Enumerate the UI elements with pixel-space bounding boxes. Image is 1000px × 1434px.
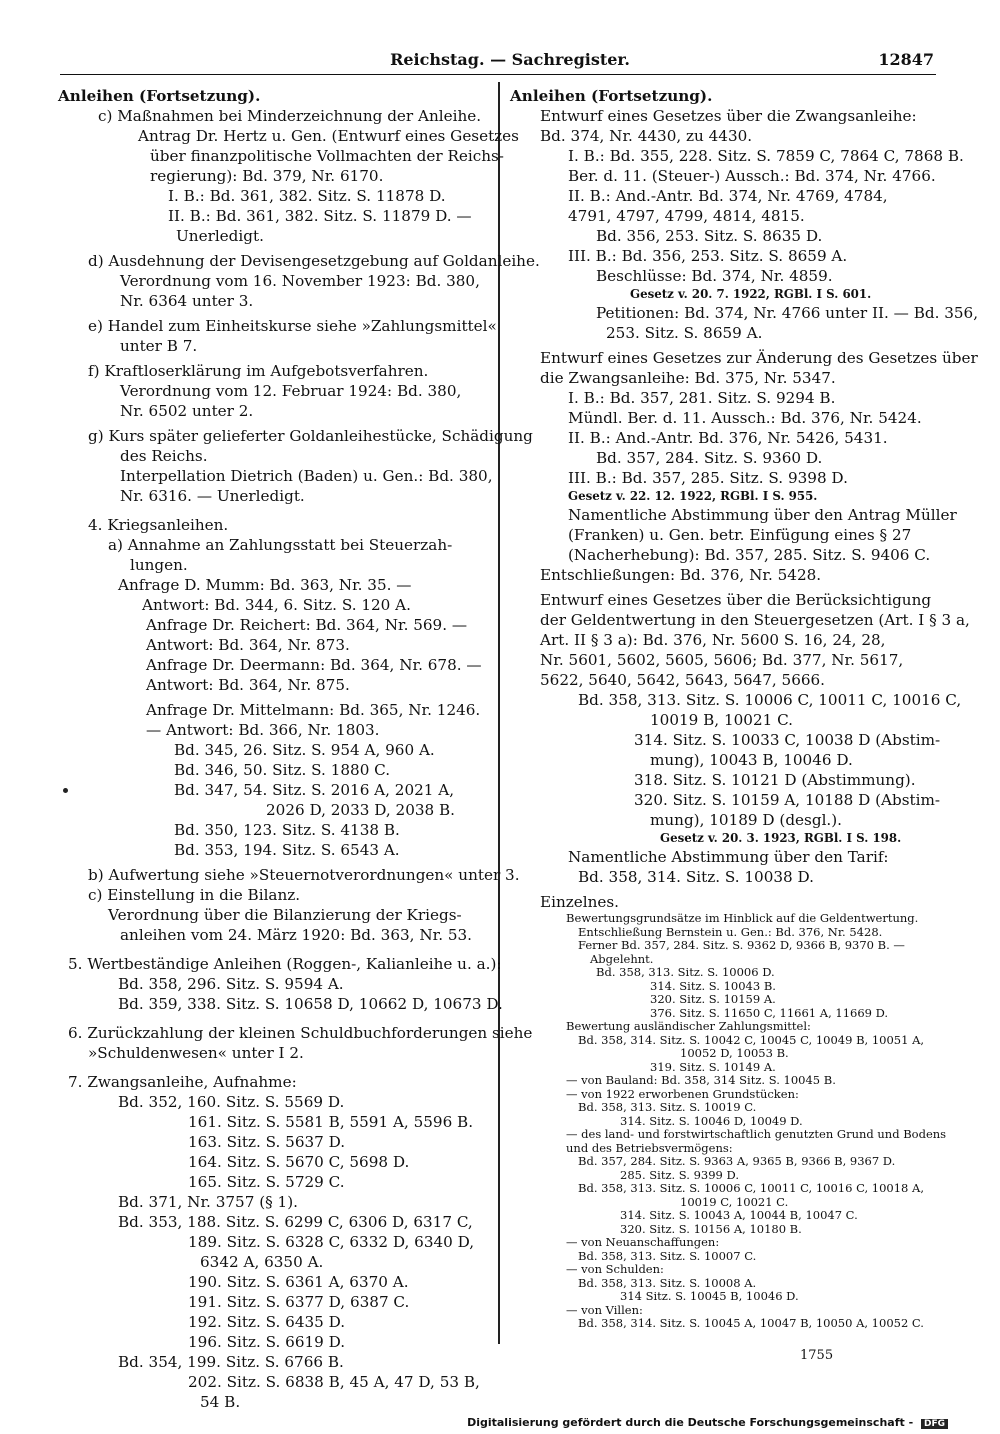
- ink-dot: [63, 788, 68, 793]
- entry-line: 4791, 4797, 4799, 4814, 4815.: [568, 207, 805, 225]
- entry-line: des Reichs.: [120, 447, 208, 465]
- entry-line: mung), 10189 D (desgl.).: [650, 811, 843, 829]
- entry-line: Bd. 371, Nr. 3757 (§ 1).: [118, 1193, 298, 1211]
- entry-line: Antrag Dr. Hertz u. Gen. (Entwurf eines Gesetzes: [138, 127, 519, 145]
- entry-line: — von Bauland: Bd. 358, 314 Sitz. S. 10045 B.: [566, 1073, 836, 1087]
- entry-line: Bd. 358, 314. Sitz. S. 10045 A, 10047 B, 10050 A, 10052 C.: [578, 1316, 924, 1330]
- entry-line: — von Neuanschaffungen:: [566, 1235, 720, 1249]
- entry-line: 5622, 5640, 5642, 5643, 5647, 5666.: [540, 671, 826, 689]
- entry-line: Abgelehnt.: [590, 951, 654, 966]
- entry-line: Entwurf eines Gesetzes zur Änderung des Gesetzes über: [540, 349, 978, 367]
- entry-line: Bd. 358, 313. Sitz. S. 10008 A.: [578, 1275, 757, 1290]
- entry-line: Bd. 358, 313. Sitz. S. 10006 C, 10011 C, 10016 C,: [578, 691, 962, 709]
- entry-line: Bd. 358, 313. Sitz. S. 10006 C, 10011 C, 10016 C, 10018 A,: [578, 1181, 924, 1195]
- entry-line: lungen.: [130, 556, 188, 574]
- entry-line: Anfrage Dr. Mittelmann: Bd. 365, Nr. 1246.: [146, 701, 481, 719]
- entry-line: Bd. 359, 338. Sitz. S. 10658 D, 10662 D, 10673 D.: [118, 995, 503, 1013]
- entry-line: (Nacherhebung): Bd. 357, 285. Sitz. S. 9406 C.: [568, 546, 931, 564]
- entry-line: Antwort: Bd. 364, Nr. 873.: [146, 636, 350, 654]
- entry-line: Bewertungsgrundsätze im Hinblick auf die Geldentwertung.: [566, 911, 919, 925]
- spacer: [58, 1063, 490, 1072]
- entry-line: mung), 10043 B, 10046 D.: [650, 751, 853, 769]
- entry-line: a) Annahme an Zahlungsstatt bei Steuerzah-: [108, 536, 453, 554]
- entry-line: Bd. 358, 313. Sitz. S. 10007 C.: [578, 1248, 757, 1263]
- entry-line: 10019 C, 10021 C.: [680, 1194, 789, 1209]
- entry-line: 6342 A, 6350 A.: [200, 1253, 324, 1271]
- entry-line: c) Maßnahmen bei Minderzeichnung der Anleihe.: [98, 107, 482, 125]
- entry-line: e) Handel zum Einheitskurse siehe »Zahlungsmittel«: [88, 317, 497, 335]
- entry-line: Bd. 356, 253. Sitz. S. 8635 D.: [596, 227, 823, 245]
- entry-line: Bd. 358, 314. Sitz. S. 10042 C, 10045 C, 10049 B, 10051 A,: [578, 1032, 925, 1047]
- entry-line: g) Kurs später gelieferter Goldanleihestücke, Schädigung: [88, 427, 533, 445]
- entry-line: Antwort: Bd. 344, 6. Sitz. S. 120 A.: [142, 596, 411, 614]
- entry-line: 189. Sitz. S. 6328 C, 6332 D, 6340 D,: [188, 1233, 475, 1251]
- entry-line: über finanzpolitische Vollmachten der Reichs-: [150, 147, 504, 165]
- entry-line: Nr. 6364 unter 3.: [120, 292, 254, 310]
- entry-line: Anleihen (Fortsetzung).: [58, 87, 261, 105]
- entry-line: 161. Sitz. S. 5581 B, 5591 A, 5596 B.: [188, 1113, 474, 1131]
- entry-line: und des Betriebsvermögens:: [566, 1140, 733, 1155]
- entry-line: Bd. 358, 314. Sitz. S. 10038 D.: [578, 868, 814, 886]
- entry-line: Entwurf eines Gesetzes über die Berücksichtigung: [540, 591, 932, 609]
- entry-line: Entwurf eines Gesetzes über die Zwangsanleihe:: [540, 107, 917, 125]
- column-divider: [498, 82, 500, 1344]
- entry-line: II. B.: And.-Antr. Bd. 374, Nr. 4769, 4784,: [568, 187, 888, 205]
- header-title: Reichstag. — Sachregister.: [390, 50, 630, 69]
- entry-line: Beschlüsse: Bd. 374, Nr. 4859.: [596, 267, 833, 285]
- entry-line: Petitionen: Bd. 374, Nr. 4766 unter II. — Bd. 356,: [596, 304, 979, 322]
- entry-line: 6. Zurückzahlung der kleinen Schuldbuchforderungen siehe: [68, 1024, 533, 1042]
- entry-line: 319. Sitz. S. 10149 A.: [650, 1059, 776, 1074]
- entry-line: 320. Sitz. S. 10159 A.: [650, 992, 776, 1006]
- entry-line: 196. Sitz. S. 6619 D.: [188, 1333, 346, 1351]
- entry-line: Nr. 6502 unter 2.: [120, 402, 254, 420]
- entry-line: Verordnung über die Bilanzierung der Kriegs-: [108, 906, 462, 924]
- entry-line: Bd. 357, 284. Sitz. S. 9363 A, 9365 B, 9366 B, 9367 D.: [578, 1154, 896, 1168]
- entry-line: Bd. 353, 188. Sitz. S. 6299 C, 6306 D, 6317 C,: [118, 1213, 473, 1231]
- entry-line: — von 1922 erworbenen Grundstücken:: [566, 1086, 799, 1101]
- entry-line: 163. Sitz. S. 5637 D.: [188, 1133, 346, 1151]
- entry-line: Bd. 358, 313. Sitz. S. 10006 D.: [596, 965, 775, 979]
- entry-line: Unerledigt.: [176, 227, 264, 245]
- entry-line: 4. Kriegsanleihen.: [88, 516, 229, 534]
- entry-line: 10052 D, 10053 B.: [680, 1046, 789, 1060]
- entry-line: II. B.: And.-Antr. Bd. 376, Nr. 5426, 5431.: [568, 429, 888, 447]
- entry-line: Verordnung vom 16. November 1923: Bd. 380,: [120, 272, 480, 290]
- header-page-number: 12847: [878, 50, 934, 69]
- entry-line: 7. Zwangsanleihe, Aufnahme:: [68, 1073, 297, 1091]
- entry-line: 314. Sitz. S. 10046 D, 10049 D.: [620, 1113, 803, 1128]
- entry-line: Mündl. Ber. d. 11. Aussch.: Bd. 376, Nr. 5424.: [568, 409, 922, 427]
- entry-line: die Zwangsanleihe: Bd. 375, Nr. 5347.: [540, 369, 836, 387]
- entry-line: II. B.: Bd. 361, 382. Sitz. S. 11879 D. —: [168, 207, 472, 225]
- entry-line: der Geldentwertung in den Steuergesetzen (Art. I § 3 a,: [540, 611, 970, 629]
- entry-line: Verordnung vom 12. Februar 1924: Bd. 380,: [120, 382, 462, 400]
- entry-line: Bd. 358, 313. Sitz. S. 10019 C.: [578, 1100, 757, 1114]
- entry-line: 202. Sitz. S. 6838 B, 45 A, 47 D, 53 B,: [188, 1373, 480, 1391]
- entry-line: 314. Sitz. S. 10043 B.: [650, 978, 776, 993]
- spacer: [58, 945, 490, 954]
- entry-line: — Antwort: Bd. 366, Nr. 1803.: [146, 721, 380, 739]
- entry-line: I. B.: Bd. 361, 382. Sitz. S. 11878 D.: [168, 187, 446, 205]
- entry-line: b) Aufwertung siehe »Steuernotverordnungen« unter 3.: [88, 866, 520, 884]
- entry-line: 164. Sitz. S. 5670 C, 5698 D.: [188, 1153, 410, 1171]
- entry-line: 10019 B, 10021 C.: [650, 711, 794, 729]
- entry-line: 2026 D, 2033 D, 2038 B.: [266, 801, 456, 819]
- entry-line: — von Villen:: [566, 1302, 643, 1317]
- entry-line: 5. Wertbeständige Anleihen (Roggen-, Kalianleihe u. a.):: [68, 955, 502, 973]
- entry-line: III. B.: Bd. 356, 253. Sitz. S. 8659 A.: [568, 247, 848, 265]
- dfg-logo: DFG: [921, 1419, 948, 1429]
- entry-line: 192. Sitz. S. 6435 D.: [188, 1313, 346, 1331]
- entry-line: Anfrage D. Mumm: Bd. 363, Nr. 35. —: [118, 576, 412, 594]
- entry-line: 320. Sitz. S. 10159 A, 10188 D (Abstim-: [634, 791, 940, 809]
- entry-line: Bd. 352, 160. Sitz. S. 5569 D.: [118, 1093, 345, 1111]
- entry-line: 314. Sitz. S. 10033 C, 10038 D (Abstim-: [634, 731, 941, 749]
- entry-line: 54 B.: [200, 1393, 241, 1411]
- entry-line: Bd. 354, 199. Sitz. S. 6766 B.: [118, 1353, 344, 1371]
- entry-line: — von Schulden:: [566, 1262, 664, 1276]
- footer-page-number: 1755: [800, 1348, 834, 1363]
- entry-line: 190. Sitz. S. 6361 A, 6370 A.: [188, 1273, 409, 1291]
- credit-text: Digitalisierung gefördert durch die Deutsche Forschungsgemeinschaft -: [467, 1416, 914, 1429]
- entry-line: III. B.: Bd. 357, 285. Sitz. S. 9398 D.: [568, 469, 848, 487]
- entry-line: 314. Sitz. S. 10043 A, 10044 B, 10047 C.: [620, 1208, 858, 1222]
- entry-line: Gesetz v. 22. 12. 1922, RGBl. I S. 955.: [568, 489, 818, 503]
- entry-line: Nr. 6316. — Unerledigt.: [120, 487, 305, 505]
- entry-line: Anfrage Dr. Deermann: Bd. 364, Nr. 678. —: [146, 656, 482, 674]
- entry-line: Einzelnes.: [540, 893, 619, 911]
- entry-line: regierung): Bd. 379, Nr. 6170.: [150, 167, 384, 185]
- entry-line: Antwort: Bd. 364, Nr. 875.: [146, 676, 350, 694]
- entry-line: 318. Sitz. S. 10121 D (Abstimmung).: [634, 771, 916, 789]
- spacer: [58, 1014, 490, 1023]
- left-column: [58, 86, 540, 1411]
- entry-line: Bewertung ausländischer Zahlungsmittel:: [566, 1019, 811, 1033]
- entry-line: c) Einstellung in die Bilanz.: [88, 886, 301, 904]
- entry-line: 191. Sitz. S. 6377 D, 6387 C.: [188, 1293, 410, 1311]
- entry-line: anleihen vom 24. März 1920: Bd. 363, Nr. 53.: [120, 926, 473, 944]
- spacer: [58, 506, 490, 515]
- entry-line: Entschließungen: Bd. 376, Nr. 5428.: [540, 566, 822, 584]
- entry-line: Bd. 347, 54. Sitz. S. 2016 A, 2021 A,: [174, 781, 455, 799]
- entry-line: Bd. 358, 296. Sitz. S. 9594 A.: [118, 975, 344, 993]
- entry-line: Ber. d. 11. (Steuer-) Aussch.: Bd. 374, Nr. 4766.: [568, 167, 936, 185]
- entry-line: (Franken) u. Gen. betr. Einfügung eines § 27: [568, 526, 912, 544]
- entry-line: Bd. 345, 26. Sitz. S. 954 A, 960 A.: [174, 741, 435, 759]
- entry-line: Bd. 357, 284. Sitz. S. 9360 D.: [596, 449, 823, 467]
- entry-line: »Schuldenwesen« unter I 2.: [88, 1044, 304, 1062]
- entry-line: Entschließung Bernstein u. Gen.: Bd. 376, Nr. 5428.: [578, 924, 883, 939]
- page-header: [60, 50, 936, 75]
- digitization-credit: [467, 1416, 948, 1429]
- entry-line: Bd. 353, 194. Sitz. S. 6543 A.: [174, 841, 400, 859]
- entry-line: Interpellation Dietrich (Baden) u. Gen.: Bd. 380,: [120, 467, 493, 485]
- entry-line: Anleihen (Fortsetzung).: [510, 87, 713, 105]
- entry-line: 320. Sitz. S. 10156 A, 10180 B.: [620, 1221, 802, 1236]
- right-column: [510, 86, 979, 1354]
- entry-line: Bd. 350, 123. Sitz. S. 4138 B.: [174, 821, 400, 839]
- entry-line: Art. II § 3 a): Bd. 376, Nr. 5600 S. 16, 24, 28,: [540, 631, 886, 649]
- entry-line: Namentliche Abstimmung über den Tarif:: [568, 848, 889, 866]
- entry-line: 285. Sitz. S. 9399 D.: [620, 1167, 739, 1182]
- entry-line: Gesetz v. 20. 3. 1923, RGBl. I S. 198.: [660, 831, 902, 845]
- entry-line: 376. Sitz. S. 11650 C, 11661 A, 11669 D.: [650, 1005, 889, 1020]
- entry-line: 253. Sitz. S. 8659 A.: [606, 324, 763, 342]
- entry-line: Anfrage Dr. Reichert: Bd. 364, Nr. 569. —: [146, 616, 468, 634]
- entry-line: Namentliche Abstimmung über den Antrag Müller: [568, 506, 957, 524]
- entry-line: — des land- und forstwirtschaftlich genutzten Grund und Bodens: [566, 1127, 947, 1141]
- entry-line: Nr. 5601, 5602, 5605, 5606; Bd. 377, Nr. 5617,: [540, 651, 904, 669]
- entry-line: Bd. 374, Nr. 4430, zu 4430.: [540, 127, 753, 145]
- entry-line: 314 Sitz. S. 10045 B, 10046 D.: [620, 1289, 799, 1303]
- entry-line: I. B.: Bd. 355, 228. Sitz. S. 7859 C, 7864 C, 7868 B.: [568, 147, 964, 165]
- entry-line: 165. Sitz. S. 5729 C.: [188, 1173, 345, 1191]
- entry-line: d) Ausdehnung der Devisengesetzgebung auf Goldanleihe.: [88, 252, 540, 270]
- entry-line: Bd. 346, 50. Sitz. S. 1880 C.: [174, 761, 391, 779]
- entry-line: I. B.: Bd. 357, 281. Sitz. S. 9294 B.: [568, 389, 836, 407]
- entry-line: Gesetz v. 20. 7. 1922, RGBl. I S. 601.: [630, 287, 872, 301]
- entry-line: unter B 7.: [120, 337, 198, 355]
- entry-line: Ferner Bd. 357, 284. Sitz. S. 9362 D, 9366 B, 9370 B. —: [578, 938, 905, 952]
- entry-line: f) Kraftloserklärung im Aufgebotsverfahren.: [88, 362, 429, 380]
